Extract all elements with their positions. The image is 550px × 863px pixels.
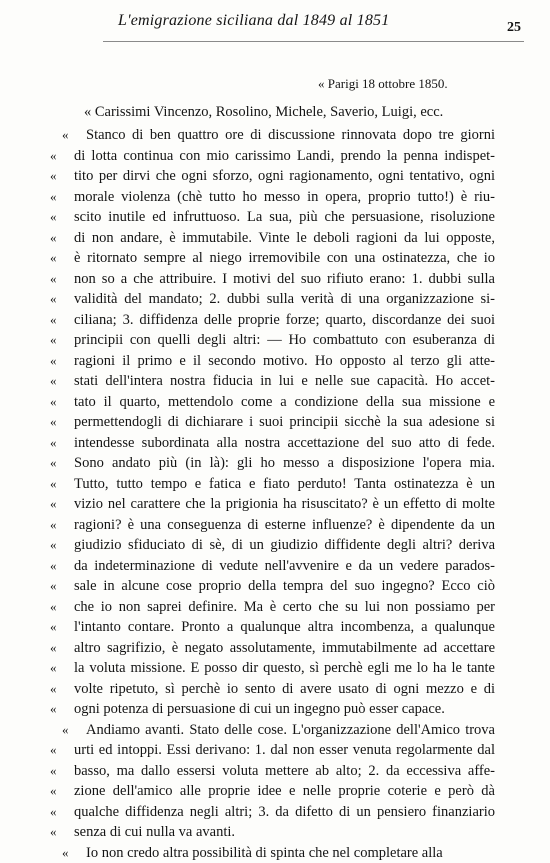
text-line: [50, 351, 495, 372]
text-line: [50, 802, 495, 823]
text-line: [50, 720, 495, 741]
quote-mark: «: [50, 310, 64, 331]
quote-mark: «: [50, 740, 64, 761]
line-text: permettendogli di dichiarare i suoi principii sicchè la sua adesione si: [74, 412, 495, 433]
text-line: [50, 392, 495, 413]
text-line: [50, 269, 495, 290]
quote-mark: «: [50, 535, 64, 556]
line-text: altro sagrifizio, è negato assolutamente, immutabilmente ad accettare: [74, 638, 495, 659]
letter-salutation: « Carissimi Vincenzo, Rosolino, Michele, Saverio, Luigi, ecc.: [84, 104, 443, 121]
line-text: validità del mandato; 2. dubbi sulla verità di una organizzazione si-: [74, 289, 495, 310]
line-text: zione dell'amico alle proprie idee e nelle proprie coterie e però dà: [74, 781, 495, 802]
quote-mark: «: [50, 392, 64, 413]
quote-mark: «: [50, 699, 64, 720]
text-line: [50, 125, 495, 146]
text-line: [50, 617, 495, 638]
quote-mark: «: [50, 146, 64, 167]
line-text: senza di cui nulla va avanti.: [74, 822, 495, 843]
letter-dateline: « Parigi 18 ottobre 1850.: [318, 76, 448, 92]
text-line: [50, 535, 495, 556]
quote-mark: «: [62, 125, 76, 146]
quote-mark: «: [62, 843, 76, 863]
quote-mark: «: [50, 761, 64, 782]
line-text: basso, ma dallo essersi voluta mettere ab alto; 2. da eccessiva affe-: [74, 761, 495, 782]
line-text: intendesse subordinata alla nostra accettazione del suo atto di fede.: [74, 433, 495, 454]
line-text: che io non saprei definire. Ma è certo che su lui non possiamo per: [74, 597, 495, 618]
quote-mark: «: [50, 166, 64, 187]
page-number: 25: [507, 20, 521, 36]
quote-mark: «: [50, 228, 64, 249]
line-text: Andiamo avanti. Stato delle cose. L'organizzazione dell'Amico trova: [86, 720, 495, 741]
text-line: [50, 453, 495, 474]
quote-mark: «: [50, 576, 64, 597]
text-line: [50, 699, 495, 720]
line-text: vizio nel carattere che la prigionia ha risuscitato? è un effetto di molte: [74, 494, 495, 515]
quote-mark: «: [50, 617, 64, 638]
quote-mark: «: [50, 412, 64, 433]
text-line: [50, 761, 495, 782]
line-text: ragioni il primo e il secondo motivo. Ho opposto al terzo gli atte-: [74, 351, 495, 372]
line-text: scito inutile ed infruttuoso. La sua, più che persuasione, risoluzione: [74, 207, 495, 228]
line-text: ragioni? è una conseguenza di esterne influenze? è dipendente da un: [74, 515, 495, 536]
line-text: ogni potenza di persuasione di cui un ingegno può esser capace.: [74, 699, 495, 720]
text-line: [50, 371, 495, 392]
quote-mark: «: [50, 330, 64, 351]
line-text: di lotta continua con mio carissimo Landi, prendo la penna indispet-: [74, 146, 495, 167]
line-text: la voluta missione. E posso dir questo, sì perchè egli me lo ha le tante: [74, 658, 495, 679]
text-line: [50, 146, 495, 167]
text-line: [50, 248, 495, 269]
text-line: [50, 638, 495, 659]
line-text: urti ed intoppi. Essi derivano: 1. dal non esser venuta regolarmente dal: [74, 740, 495, 761]
line-text: ciliana; 3. diffidenza delle proprie forze; quarto, discordanze dei suoi: [74, 310, 495, 331]
letter-body: [50, 125, 495, 863]
line-text: sale in alcune cose proprio della tempra del suo ingegno? Ecco ciò: [74, 576, 495, 597]
text-line: [50, 289, 495, 310]
quote-mark: «: [50, 269, 64, 290]
quote-mark: «: [50, 248, 64, 269]
quote-mark: «: [50, 207, 64, 228]
header-rule: [103, 41, 524, 42]
text-line: [50, 740, 495, 761]
line-text: è ritornato sempre al niego irremovibile con una ostinatezza, che io: [74, 248, 495, 269]
text-line: [50, 228, 495, 249]
text-line: [50, 597, 495, 618]
quote-mark: «: [50, 494, 64, 515]
line-text: non so a che attribuire. I motivi del suo rifiuto erano: 1. dubbi sulla: [74, 269, 495, 290]
quote-mark: «: [50, 515, 64, 536]
text-line: [50, 515, 495, 536]
text-line: [50, 843, 495, 863]
line-text: Io non credo altra possibilità di spinta che nel completare alla: [86, 843, 495, 863]
running-header: [0, 0, 550, 46]
quote-mark: «: [50, 556, 64, 577]
quote-mark: «: [50, 638, 64, 659]
line-text: tato il quarto, mettendolo come a condizione della sua missione e: [74, 392, 495, 413]
line-text: morale violenza (chè tutto ho messo in opera, proprio tutto!) è riu-: [74, 187, 495, 208]
text-line: [50, 433, 495, 454]
text-line: [50, 207, 495, 228]
text-line: [50, 310, 495, 331]
text-line: [50, 576, 495, 597]
text-line: [50, 781, 495, 802]
line-text: l'intanto contare. Pronto a qualunque altra incombenza, a qualunque: [74, 617, 495, 638]
text-line: [50, 412, 495, 433]
text-line: [50, 494, 495, 515]
text-line: [50, 474, 495, 495]
text-line: [50, 187, 495, 208]
quote-mark: «: [62, 720, 76, 741]
quote-mark: «: [50, 187, 64, 208]
text-line: [50, 330, 495, 351]
quote-mark: «: [50, 433, 64, 454]
text-line: [50, 166, 495, 187]
quote-mark: «: [50, 597, 64, 618]
quote-mark: «: [50, 781, 64, 802]
text-line: [50, 679, 495, 700]
line-text: da indeterminazione di vedute nell'avvenire e da un vedere parados-: [74, 556, 495, 577]
line-text: giudizio sfiduciato di sè, di un giudizio diffidente degli altri? deriva: [74, 535, 495, 556]
line-text: principii con quelli degli altri: — Ho combattuto con esuberanza di: [74, 330, 495, 351]
running-title: L'emigrazione siciliana dal 1849 al 1851: [118, 12, 389, 30]
line-text: di non andare, è immutabile. Vinte le deboli ragioni da lui opposte,: [74, 228, 495, 249]
quote-mark: «: [50, 453, 64, 474]
text-line: [50, 658, 495, 679]
quote-mark: «: [50, 822, 64, 843]
line-text: tito per dirvi che ogni sforzo, ogni ragionamento, ogni tentativo, ogni: [74, 166, 495, 187]
line-text: Sono andato più (in là): gli ho messo a disposizione l'opera mia.: [74, 453, 495, 474]
line-text: stati dell'intera nostra fiducia in lui e nelle sue capacità. Ho accet-: [74, 371, 495, 392]
quote-mark: «: [50, 289, 64, 310]
quote-mark: «: [50, 802, 64, 823]
text-line: [50, 822, 495, 843]
quote-mark: «: [50, 474, 64, 495]
line-text: qualche diffidenza negli altri; 3. da difetto di un pensiero finanziario: [74, 802, 495, 823]
text-line: [50, 556, 495, 577]
line-text: Stanco di ben quattro ore di discussione rinnovata dopo tre giorni: [86, 125, 495, 146]
quote-mark: «: [50, 371, 64, 392]
quote-mark: «: [50, 679, 64, 700]
line-text: volte ripetuto, sì perchè io sento di avere usato di ogni mezzo e di: [74, 679, 495, 700]
quote-mark: «: [50, 658, 64, 679]
quote-mark: «: [50, 351, 64, 372]
line-text: Tutto, tutto tempo e fatica e fiato perduto! Tanta ostinatezza è un: [74, 474, 495, 495]
